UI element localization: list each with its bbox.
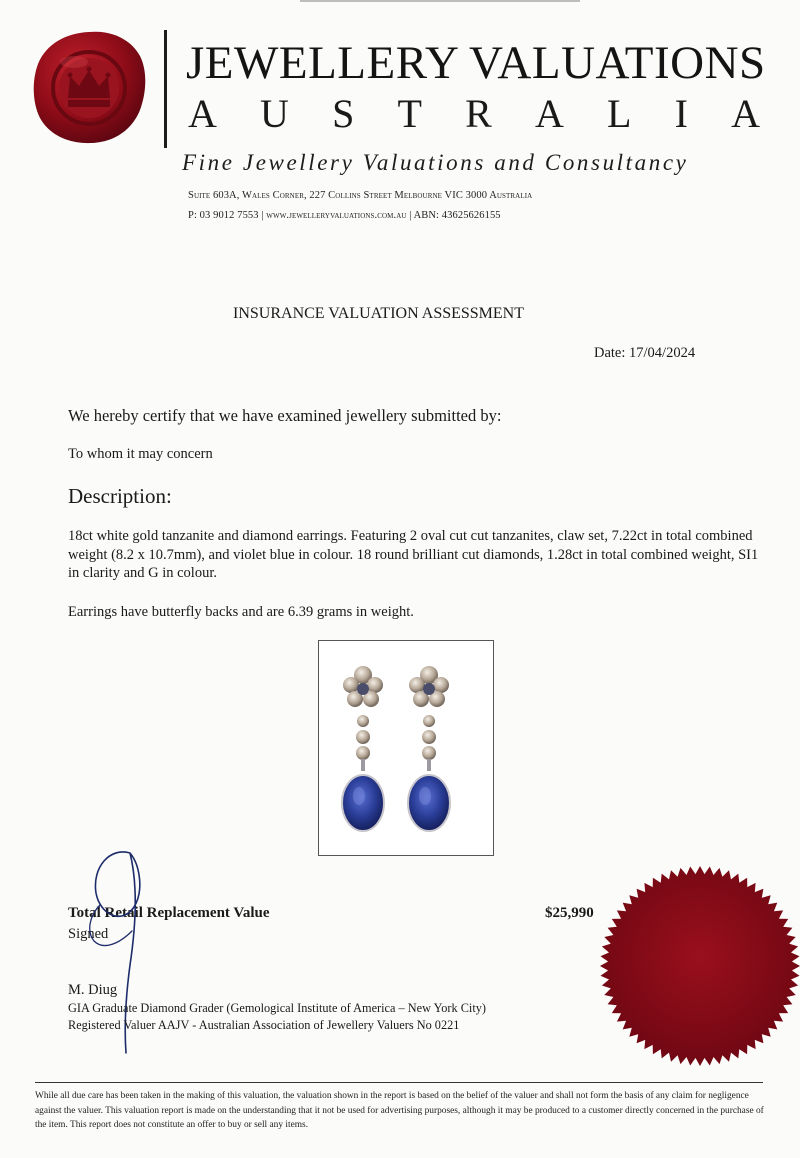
disclaimer: While all due care has been taken in the making of this valuation, the valuation shown in the report is based on the belief of the valuer and shall not form the basis of any claim for negligence against the valuer. This valuation report is made on the understanding that it not be used for advertising purposes, although it may be produced to a customer directly concerned in the purchase of the item. This report does not constitute an offer to buy or sell any items.	[35, 1091, 764, 1130]
description-heading: Description:	[68, 484, 172, 508]
certify-statement: We hereby certify that we have examined jewellery submitted by:	[68, 406, 502, 425]
brand-country-letter: A	[731, 91, 760, 136]
valuer-credential: Registered Valuer AAJV - Australian Association of Jewellery Valuers No 0221	[68, 1018, 460, 1032]
recipient: To whom it may concern	[68, 446, 213, 462]
document-title: INSURANCE VALUATION ASSESSMENT	[233, 305, 525, 322]
earrings-note: Earrings have butterfly backs and are 6.39 grams in weight.	[68, 604, 414, 620]
brand-country-letter: T	[397, 91, 422, 136]
value-amount: $25,990	[545, 905, 594, 921]
brand-country-letter: U	[260, 91, 289, 136]
description-body: 18ct white gold tanzanite and diamond earrings. Featuring 2 oval cut cut tanzanites, claw set, 7.22ct in total combined weight (8.2 x 10.7mm), and violet blue in colour. 18 round brilliant cut diamonds, 1.28ct in total combined weight, SI1 in clarity and G in colour.	[68, 528, 759, 581]
footer-rule	[35, 1082, 763, 1083]
brand-country-letter: I	[674, 91, 688, 136]
brand-country-letter: L	[606, 91, 632, 136]
contact-line: P: 03 9012 7553 | www.jewelleryvaluations.com.au | ABN: 43625626155	[188, 210, 501, 221]
tagline: Fine Jewellery Valuations and Consultancy	[182, 150, 689, 175]
valuer-credential: GIA Graduate Diamond Grader (Gemological Institute of America – New York City)	[68, 1001, 486, 1015]
value-label: Total Retail Replacement Value	[68, 905, 270, 921]
earrings-illustration	[319, 641, 493, 855]
brand-name: JEWELLERY VALUATIONS	[186, 37, 766, 89]
top-rule	[300, 0, 580, 2]
brand-country-letter: A	[534, 91, 564, 136]
brand-country-letter: S	[332, 91, 355, 136]
document-date: Date: 17/04/2024	[594, 345, 696, 361]
earrings-photo	[318, 640, 494, 856]
brand-country-letter: A	[188, 91, 217, 136]
red-foil-seal	[586, 866, 800, 1066]
wax-seal-logo	[30, 28, 148, 146]
left-earring	[342, 666, 384, 831]
valuer-name: M. Diug	[68, 982, 118, 998]
right-earring	[408, 666, 450, 831]
address-line: Suite 603A, Wales Corner, 227 Collins Street Melbourne VIC 3000 Australia	[188, 190, 533, 201]
header-divider	[164, 30, 167, 148]
signed-label: Signed	[68, 926, 109, 942]
brand-country-letter: R	[465, 91, 492, 136]
brand-country	[188, 90, 760, 137]
